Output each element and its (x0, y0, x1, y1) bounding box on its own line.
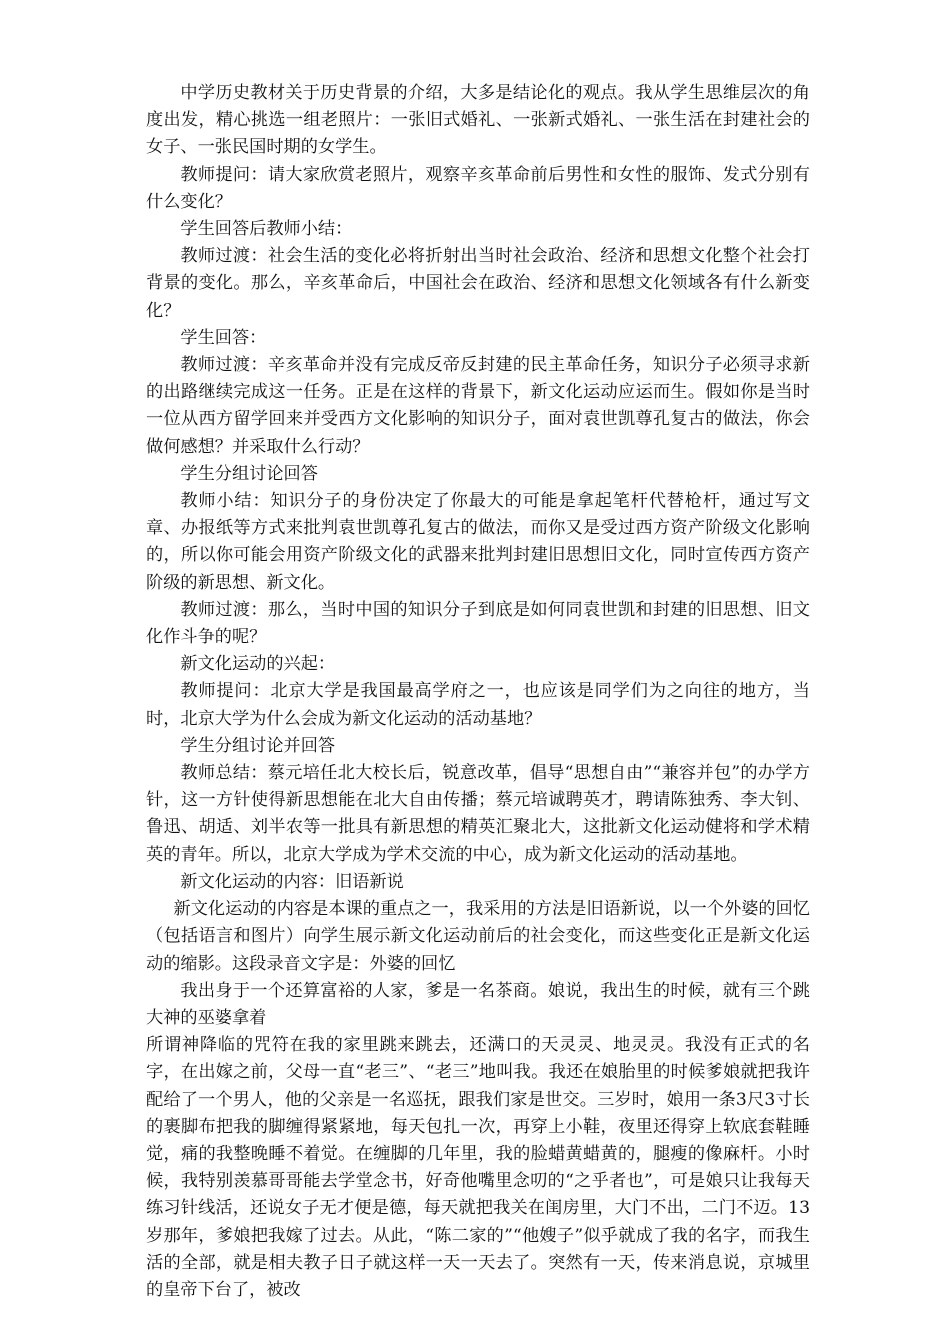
paragraph-student-answer: 学生回答： (180, 327, 267, 348)
paragraph-teacher-question-photos: 教师提问：请大家欣赏老照片，观察辛亥革命前后男性和女性的服饰、发式分别有什么变化？ (146, 164, 810, 212)
paragraph-teacher-conclusion: 教师总结：蔡元培任北大校长后，锐意改革，倡导“思想自由”“兼容并包”的办学方针，这一方针使得新思想能在北大自由传播；蔡元培诚聘英才，聘请陈独秀、李大钊、鲁迅、胡适、刘半农等一批具有新思想的精英汇聚北大，这批新文化运动健将和学术精英的青年。所以，北京大学成为学术交流的中心，成为新文化运动的活动基地。 (146, 763, 810, 865)
section-heading-content: 新文化运动的内容：旧语新说 (180, 871, 404, 892)
paragraph-teacher-transition-3: 教师过渡：那么，当时中国的知识分子到底是如何同袁世凯和封建的旧思想、旧文化作斗争的呢？ (146, 599, 810, 648)
paragraph-intro: 中学历史教材关于历史背景的介绍，大多是结论化的观点。我从学生思维层次的角度出发，精心挑选一组老照片：一张旧式婚礼、一张新式婚礼、一张生活在封建社会的女子、一张民国时期的女学生。 (146, 83, 810, 158)
paragraph-teacher-transition-2: 教师过渡：辛亥革命并没有完成反帝反封建的民主革命任务，知识分子必须寻求新的出路继续完成这一任务。正是在这样的背景下，新文化运动应运而生。假如你是当时一位从西方留学回来并受西方文化影响的知识分子，面对袁世凯尊孔复古的做法，你会做何感想？并采取什么行动？ (146, 355, 810, 457)
paragraph-group-discussion-1: 学生分组讨论回答 (180, 463, 318, 484)
paragraph-grandma-memory-body: 所谓神降临的咒符在我的家里跳来跳去，还满口的天灵灵、地灵灵。我没有正式的名字，在出嫁之前，父母一直“老三”、“老三”地叫我。我还在娘胎里的时候爹娘就把我许配给了一个男人，他的父亲是一名巡抚，跟我们家是世交。三岁时，娘用一条3尺3寸长的裹脚布把我的脚缠得紧紧地，每天包扎一次，再穿上小鞋，夜里还得穿上软底套鞋睡觉，痛的我整晚睡不着觉。在缠脚的几年里，我的脸蜡黄蜡黄的，腿瘦的像麻杆。小时候，我特别羡慕哥哥能去学堂念书，好奇他嘴里念叨的“之乎者也”，可是娘只让我每天练习针线活，还说女子无才便是德，每天就把我关在闺房里，大门不出，二门不迈。13岁那年，爹娘把我嫁了过去。从此，“陈二家的”“他嫂子”似乎就成了我的名字，而我生活的全部，就是相夫教子日子就这样一天一天去了。突然有一天，传来消息说，京城里的皇帝下台了，被改 (146, 1035, 810, 1300)
document-page (146, 80, 810, 1304)
paragraph-grandma-memory-start: 我出身于一个还算富裕的人家，爹是一名茶商。娘说，我出生的时候，就有三个跳大神的巫婆拿着 (146, 980, 810, 1028)
paragraph-teacher-summary-1: 教师小结：知识分子的身份决定了你最大的可能是拿起笔杆代替枪杆，通过写文章、办报纸等方式来批判袁世凯尊孔复古的做法，而你又是受过西方资产阶级文化影响的，所以你可能会用资产阶级文化的武器来批判封建旧思想旧文化，同时宣传西方资产阶级的新思想、新文化。 (146, 491, 810, 593)
paragraph-teacher-question-pku: 教师提问：北京大学是我国最高学府之一，也应该是同学们为之向往的地方，当时，北京大学为什么会成为新文化运动的活动基地？ (146, 681, 810, 729)
section-heading-rise: 新文化运动的兴起： (180, 654, 336, 675)
paragraph-group-discussion-2: 学生分组讨论并回答 (180, 735, 336, 756)
paragraph-student-answer-summary: 学生回答后教师小结： (180, 219, 353, 240)
paragraph-method: 新文化运动的内容是本课的重点之一，我采用的方法是旧语新说，以一个外婆的回忆（包括语言和图片）向学生展示新文化运动前后的社会变化，而这些变化正是新文化运动的缩影。这段录音文字是：外婆的回忆 (146, 899, 810, 974)
paragraph-teacher-transition-1: 教师过渡：社会生活的变化必将折射出当时社会政治、经济和思想文化整个社会打背景的变化。那么，辛亥革命后，中国社会在政治、经济和思想文化领域各有什么新变化？ (146, 246, 810, 321)
